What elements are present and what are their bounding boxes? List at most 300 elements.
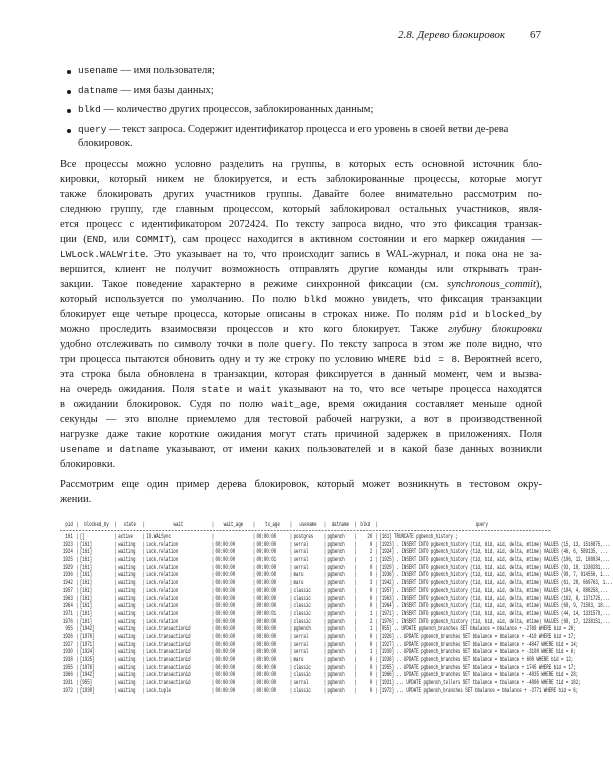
column-separator: | [114, 648, 117, 656]
column-separator: | [142, 656, 146, 663]
column-separator: | [211, 617, 215, 625]
list-item [62, 84, 544, 99]
cell-datname: pgbench [327, 686, 345, 694]
cell-state: waiting [118, 563, 136, 571]
text-run: — имя пользователя; [117, 65, 215, 76]
column-separator: | [252, 556, 256, 564]
column-separator: | [76, 579, 79, 587]
column-separator: | [252, 563, 256, 571]
cell-wait_age: 00:00:00 [215, 579, 236, 587]
cell-tx_age: 00:00:00 [256, 563, 277, 571]
cell-datname: pgbench [327, 671, 345, 679]
emphasis: synchronous_commit [447, 279, 536, 290]
text-run: указывают на то, что все четыре процесса находятся [271, 384, 543, 395]
cell-pid: 1976 [62, 617, 73, 625]
column-separator: | [211, 571, 215, 579]
column-separator: | [114, 625, 117, 633]
text-run: также блокировать других участников группы. Давайте более внимательно рассмотрим по- [60, 189, 542, 200]
column-separator: | [289, 648, 293, 656]
cell-tx_age: 00:00:00 [256, 671, 277, 679]
column-separator: | [114, 540, 117, 548]
column-header-datname: datname [331, 521, 349, 528]
column-separator: | [289, 533, 293, 540]
column-separator: | [252, 625, 256, 633]
cell-wait_age: 00:00:00 [215, 586, 236, 594]
table-row [60, 641, 584, 649]
column-separator: | [142, 579, 146, 587]
text-line [60, 232, 542, 247]
column-separator: | [142, 617, 146, 625]
column-separator: | [211, 640, 215, 648]
cell-blkd: 1 [369, 556, 373, 564]
cell-usename: classic [293, 671, 311, 679]
cell-state: waiting [118, 625, 136, 633]
table-row [60, 533, 584, 541]
inline-code: blocked_by [485, 309, 543, 320]
cell-wait: IO.WALSync [146, 533, 171, 540]
column-separator: | [142, 586, 146, 594]
column-separator: | [142, 533, 146, 540]
cell-datname: pgbench [327, 556, 345, 564]
text-line [60, 412, 542, 427]
column-separator: | [114, 548, 117, 556]
column-header-blkd: blkd [360, 521, 371, 528]
table-row [60, 671, 584, 679]
text-line [60, 427, 542, 442]
inline-code: query [78, 123, 107, 135]
cell-query: [1927] .. UPDATE pgbench_branches SET bbalance = bbalance + -4847 WHERE bid = 14; [379, 640, 579, 648]
column-separator: | [354, 632, 357, 640]
cell-pid: 1955 [62, 663, 73, 671]
column-separator: | [142, 663, 146, 671]
column-separator: | [76, 533, 79, 540]
cell-query: [1924] . INSERT INTO pgbench_history (tid, bid, aid, delta, mtime) VALUES (46, 6, 589135, ... [379, 548, 608, 556]
inline-code: pid [449, 309, 467, 320]
text-line [60, 367, 542, 382]
column-separator: | [323, 563, 327, 571]
text-run: блокировки. [60, 459, 116, 470]
cell-blkd: 0 [369, 571, 373, 579]
cell-pid: 1957 [62, 586, 73, 594]
page-number: 67 [530, 29, 541, 41]
cell-query: [161] TRUNCATE pgbench_history ; [379, 533, 458, 540]
text-run: блокирует еще четыре процесса, которые описаны в строках ниже. По полям [60, 309, 450, 320]
column-separator: | [142, 602, 146, 610]
column-separator: | [323, 586, 327, 594]
cell-wait: Lock.relation [146, 556, 179, 564]
table-row [60, 633, 584, 641]
column-separator: | [211, 671, 215, 679]
column-separator: | [114, 556, 117, 564]
cell-usename: serral [293, 648, 309, 656]
cell-state: waiting [118, 656, 136, 663]
text-line [60, 217, 542, 232]
cell-blocked_by: [1930] [79, 686, 95, 694]
cell-state: waiting [118, 648, 136, 656]
column-separator: | [375, 663, 379, 671]
cell-usename: serral [293, 548, 309, 556]
cell-tx_age: 00:00:00 [256, 540, 277, 548]
column-separator: | [76, 686, 79, 694]
column-separator: | [289, 640, 293, 648]
column-separator: | [114, 640, 117, 648]
column-separator: | [323, 548, 327, 556]
cell-blocked_by: [1925] [79, 656, 95, 663]
cell-datname: pgbench [327, 533, 345, 540]
cell-pid: 1972 [62, 686, 73, 694]
cell-blocked_by: [1976] [79, 663, 95, 671]
column-separator: | [114, 571, 117, 579]
cell-wait: Lock.relation [146, 602, 179, 610]
cell-query: [1925] . INSERT INTO pgbench_history (tid, bid, aid, delta, mtime) VALUES (106, 12, 188034,... [379, 556, 611, 564]
cell-blkd: 1 [369, 609, 373, 617]
cell-usename: serral [293, 640, 309, 648]
text-line [60, 477, 542, 492]
column-separator: | [114, 632, 117, 640]
column-separator: | [289, 563, 293, 571]
column-separator: | [142, 686, 146, 694]
text-line [60, 307, 542, 322]
cell-wait_age: 00:00:00 [215, 571, 236, 579]
cell-blocked_by: [161] [79, 548, 93, 556]
column-separator: | [76, 563, 79, 571]
cell-tx_age: 00:00:00 [256, 656, 277, 663]
column-separator: | [354, 571, 357, 579]
cell-query: [1957] . INSERT INTO pgbench_history (tid, bid, aid, delta, mtime) VALUES (104, 4, 888258,... [379, 586, 608, 594]
inline-code: datname [119, 444, 160, 455]
table-row [60, 609, 611, 618]
column-separator: | [114, 609, 117, 617]
cell-usename: serral [293, 632, 309, 640]
cell-blocked_by: [161] [79, 540, 93, 548]
cell-wait_age: 00:00:00 [215, 563, 236, 571]
cell-state: active [118, 533, 133, 540]
cell-tx_age: 00:00:00 [256, 679, 277, 687]
column-separator: | [375, 540, 379, 548]
cell-state: waiting [118, 686, 136, 694]
cell-blocked_by: [161] [79, 571, 93, 579]
column-separator: | [375, 594, 379, 602]
cell-usename: serral [293, 556, 309, 564]
column-separator: | [354, 648, 357, 656]
cell-wait: Lock.relation [146, 548, 179, 556]
column-separator: | [375, 563, 379, 571]
cell-blocked_by: [161] [79, 609, 93, 617]
cell-datname: pgbench [327, 571, 345, 579]
column-separator: | [252, 617, 256, 625]
column-separator: | [211, 679, 215, 687]
column-separator: | [211, 602, 215, 610]
cell-wait: Lock.relation [146, 586, 179, 594]
text-run: на очередь ожидания. Поля [60, 384, 202, 395]
column-separator: | [323, 533, 327, 540]
cell-query: [1964] . INSERT INTO pgbench_history (tid, bid, aid, delta, mtime) VALUES (69, 9, 71583, 18... [379, 602, 611, 610]
cell-datname: pgbench [327, 594, 345, 602]
column-separator: | [375, 632, 379, 640]
cell-tx_age: 00:00:00 [256, 586, 277, 594]
cell-wait_age: 00:00:00 [215, 686, 236, 694]
column-separator: | [354, 671, 357, 679]
column-separator: | [211, 521, 215, 528]
text-run: следнюю группу, где главным процессом, который заблокировал остальных участников, явля- [60, 204, 542, 215]
column-separator: | [252, 632, 256, 640]
column-separator: | [142, 679, 146, 687]
table-header [60, 520, 584, 529]
cell-state: waiting [118, 609, 136, 617]
column-separator: | [354, 617, 357, 625]
column-separator: | [142, 609, 146, 617]
column-separator: | [114, 671, 117, 679]
column-separator: | [252, 602, 256, 610]
column-separator: | [375, 556, 379, 564]
section-title: 2.8. Дерево блокировок [398, 29, 506, 41]
cell-query: [1938] .. UPDATE pgbench_branches SET bbalance = bbalance + 608 WHERE bid = 12; [379, 656, 574, 663]
column-header-state: state [123, 521, 136, 528]
cell-wait: Lock.relation [146, 609, 179, 617]
column-separator: | [76, 586, 79, 594]
cell-pid: 1924 [62, 548, 73, 556]
inline-code: wait_age [271, 399, 318, 410]
text-run: . По тексту запроса в этом же поле видно, что [312, 339, 542, 350]
cell-query: [1942] . INSERT INTO pgbench_history (tid, bid, aid, delta, mtime) VALUES (61, 28, 669763, 1... [379, 579, 613, 587]
cell-wait: Lock.relation [146, 571, 179, 579]
text-run: Все процессы можно условно разделить на группы, в которых есть основной источник бло- [60, 159, 542, 170]
column-separator: | [354, 533, 357, 540]
cell-blocked_by: [161] [79, 556, 93, 564]
cell-pid: 1938 [62, 656, 73, 663]
cell-query: [1926] .. UPDATE pgbench_branches SET bbalance = bbalance + -410 WHERE bid = 17; [379, 632, 576, 640]
text-run: — текст запроса. Содержит идентификатор процесса и его уровень в своей ветви де-рева блокировок. [78, 123, 509, 149]
column-separator: | [76, 625, 79, 633]
column-separator: | [142, 563, 146, 571]
column-separator: | [289, 625, 293, 633]
text-line [60, 277, 542, 292]
text-run: . Вероятней всего, [457, 354, 542, 365]
cell-state: waiting [118, 663, 136, 671]
cell-blocked_by: [161] [79, 602, 93, 610]
cell-wait_age: 00:00:00 [215, 540, 236, 548]
cell-wait: Lock.transactionid [146, 648, 191, 656]
column-separator: | [323, 663, 327, 671]
cell-blkd: 0 [369, 663, 373, 671]
column-separator: | [211, 533, 215, 540]
column-separator: | [76, 548, 79, 556]
column-separator: | [323, 556, 327, 564]
column-separator: | [114, 663, 117, 671]
table-row [60, 617, 611, 626]
column-separator: | [354, 594, 357, 602]
cell-wait: Lock.relation [146, 540, 179, 548]
cell-wait_age: 00:00:00 [215, 617, 236, 625]
cell-blkd: 0 [369, 563, 373, 571]
text-line [60, 352, 542, 367]
text-run: ется процесс с идентификатором 2072424. По тексту запроса видно, что это фиксация транзак- [60, 219, 542, 230]
column-separator: | [289, 632, 293, 640]
cell-state: waiting [118, 602, 136, 610]
text-run: ), сам процесс находится в активном состоянии и его маркер ожидания — [169, 234, 543, 245]
cell-usename: serral [293, 540, 309, 548]
cell-usename: classic [293, 602, 311, 610]
column-separator: | [354, 640, 357, 648]
column-header-wait_age: wait_age [223, 521, 244, 528]
cell-tx_age: 00:00:00 [256, 625, 277, 633]
list-item [62, 64, 544, 79]
query-output-table [60, 520, 613, 694]
column-header-usename: usename [299, 521, 317, 528]
column-separator: | [375, 586, 379, 594]
cell-blocked_by: [1976] [79, 632, 95, 640]
cell-datname: pgbench [327, 602, 345, 610]
column-separator: | [323, 679, 327, 687]
cell-pid: 1929 [62, 563, 73, 571]
inline-code: wait [248, 384, 272, 395]
cell-wait: Lock.relation [146, 617, 179, 625]
table-row [60, 571, 611, 579]
column-separator: | [252, 586, 256, 594]
column-separator: | [76, 679, 79, 687]
column-separator: | [142, 640, 146, 648]
column-separator: | [354, 609, 357, 617]
cell-tx_age: 00:00:00 [256, 533, 277, 540]
column-separator: | [354, 679, 357, 687]
cell-tx_age: 00:00:01 [256, 609, 277, 617]
cell-blocked_by: [161] [79, 617, 93, 625]
text-line [60, 292, 542, 307]
column-separator: | [323, 602, 327, 610]
text-line [60, 337, 542, 352]
cell-blocked_by: [] [79, 533, 85, 540]
cell-state: waiting [118, 540, 136, 548]
column-separator: | [211, 648, 215, 656]
column-header-tx_age: tx_age [265, 521, 280, 528]
cell-state: waiting [118, 579, 136, 587]
column-separator: | [252, 533, 256, 540]
column-separator: | [211, 586, 215, 594]
column-separator: | [375, 686, 379, 694]
column-separator: | [323, 648, 327, 656]
cell-wait_age: 00:00:00 [215, 632, 236, 640]
cell-state: waiting [118, 632, 136, 640]
column-separator: | [375, 671, 379, 679]
cell-usename: pgbench [293, 625, 311, 633]
column-header-wait: wait [173, 521, 184, 528]
cell-query: [1966] .. UPDATE pgbench_branches SET bbalance = bbalance + -4835 WHERE bid = 28; [379, 671, 579, 679]
column-separator: | [211, 579, 215, 587]
column-separator: | [114, 686, 117, 694]
column-header-blocked_by: blocked_by [84, 521, 109, 528]
table-row [60, 656, 584, 664]
column-separator: | [375, 679, 379, 687]
cell-usename: maru [293, 656, 304, 663]
column-separator: | [76, 609, 79, 617]
text-line [60, 157, 542, 172]
column-separator: | [114, 533, 117, 540]
text-run: , время ожидания составляет меньше одной [317, 399, 542, 410]
column-separator: | [323, 686, 327, 694]
cell-datname: pgbench [327, 632, 345, 640]
table-row [60, 625, 584, 633]
cell-wait_age: 00:00:00 [215, 625, 236, 633]
column-separator: | [76, 663, 79, 671]
cell-blocked_by: [161] [79, 579, 93, 587]
cell-query: [1929] . INSERT INTO pgbench_history (tid, bid, aid, delta, mtime) VALUES (93, 18, 1330281,... [379, 563, 611, 571]
cell-usename: classic [293, 586, 311, 594]
column-separator: | [323, 640, 327, 648]
column-separator: | [354, 656, 357, 663]
text-run: три процесса пытаются обновить одну и ту же строку по условию [60, 354, 378, 365]
cell-blocked_by: [1971] [79, 640, 95, 648]
cell-blkd: 1 [369, 625, 373, 633]
text-line [60, 442, 542, 457]
cell-wait: Lock.transactionid [146, 663, 191, 671]
column-separator: | [354, 521, 357, 528]
cell-blkd: 0 [369, 602, 373, 610]
cell-usename: serral [293, 563, 309, 571]
cell-usename: maru [293, 571, 304, 579]
column-separator: | [323, 594, 327, 602]
column-separator: | [289, 663, 293, 671]
cell-usename: classic [293, 617, 311, 625]
cell-query: [955] .. UPDATE pgbench_branches SET bbalance = bbalance + -2769 WHERE bid = 20; [379, 625, 576, 633]
cell-usename: postgres [293, 533, 314, 540]
cell-wait: Lock.transactionid [146, 679, 191, 687]
text-run: нагрузке даже такие короткие ожидания могут стать причиной задержек в приложениях. Поля [60, 429, 542, 440]
column-separator: | [211, 663, 215, 671]
cell-blocked_by: [161] [79, 594, 93, 602]
cell-query: [1971] . INSERT INTO pgbench_history (tid, bid, aid, delta, mtime) VALUES (44, 14, 1331579,... [379, 609, 611, 617]
cell-query: [1936] . INSERT INTO pgbench_history (tid, bid, aid, delta, mtime) VALUES (99, 7, 914556, 1... [379, 571, 611, 579]
column-separator: | [323, 571, 327, 579]
column-separator: | [354, 663, 357, 671]
cell-datname: pgbench [327, 648, 345, 656]
paragraph [60, 157, 542, 472]
inline-code: datname [78, 84, 118, 96]
cell-state: waiting [118, 594, 136, 602]
table-row [60, 579, 613, 587]
column-separator: | [211, 609, 215, 617]
table-row [60, 563, 611, 572]
cell-datname: pgbench [327, 548, 345, 556]
cell-wait_age: 00:00:00 [215, 594, 236, 602]
cell-wait: Lock.transactionid [146, 656, 191, 663]
cell-usename: classic [293, 594, 311, 602]
column-separator: | [354, 602, 357, 610]
cell-wait: Lock.tuple [146, 686, 171, 694]
cell-blkd: 2 [369, 617, 373, 625]
column-separator: | [142, 594, 146, 602]
column-separator: | [375, 656, 379, 663]
cell-query: [1963] . INSERT INTO pgbench_history (tid, bid, aid, delta, mtime) VALUES (162, 8, 1371725,... [379, 594, 611, 602]
table-row [60, 586, 608, 595]
table-row [60, 687, 584, 695]
text-line [60, 492, 542, 507]
table-row [60, 556, 611, 564]
column-separator: | [375, 548, 379, 556]
column-separator: | [354, 556, 357, 564]
column-separator: | [375, 625, 379, 633]
column-separator: | [252, 540, 256, 548]
column-separator: | [76, 571, 79, 579]
column-separator: | [142, 540, 146, 548]
cell-pid: 1964 [62, 602, 73, 610]
cell-datname: pgbench [327, 640, 345, 648]
cell-pid: 955 [65, 625, 73, 633]
column-separator: | [323, 540, 327, 548]
cell-wait_age: 00:00:00 [215, 602, 236, 610]
column-separator: | [142, 571, 146, 579]
cell-tx_age: 00:00:00 [256, 632, 277, 640]
table-row [60, 548, 608, 556]
